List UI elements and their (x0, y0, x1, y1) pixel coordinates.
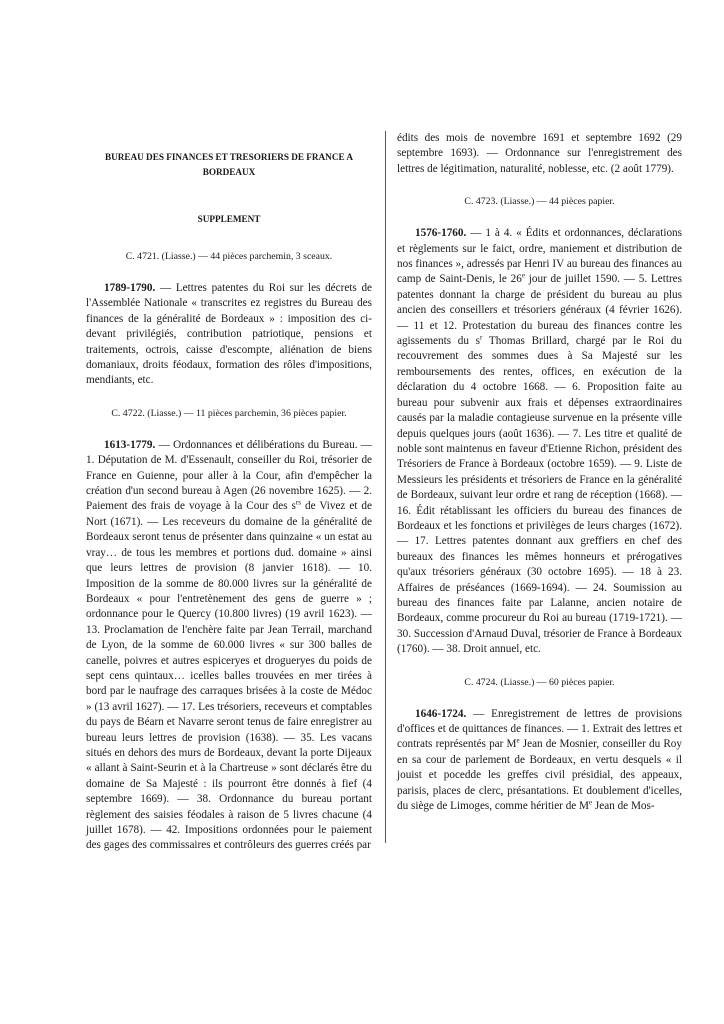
entry-c4723 (397, 226, 682, 657)
cote-c4722: C. 4722. (Liasse.) — 11 pièces parchemin, 36 pièces papier. (111, 407, 347, 419)
entry-text: — Enregistrement de lettres de provisions d'offices et de quittances de finances. — 1. Extrait des lettres et contrats représentés par Me Jean de Mosnier, conseiller du Roy en sa cour de parlement de Bordeaux, en vertu desquels « il jouist et pocedde les greffes civil présidial, des appeaux, parisis, places de clerc, présantations. Et doublement d'icelles, du siège de Limoges, comme héritier de Me Jean de Mos- (397, 707, 682, 813)
entry-date: 1789-1790. (104, 282, 156, 294)
entry-text: édits des mois de novembre 1691 et septembre 1692 (29 septembre 1693). — Ordonnance sur l'enregistrement des lettres de légitimation, naturalité, noblesse, etc. (2 août 1779). (397, 132, 682, 175)
cote-c4724: C. 4724. (Liasse.) — 60 pièces papier. (464, 676, 615, 688)
entry-date: 1576-1760. (415, 227, 467, 240)
entry-c4722-continued (397, 131, 682, 177)
entry-date: 1646-1724. (415, 707, 467, 720)
left-column (86, 150, 372, 872)
right-column (397, 131, 682, 832)
entry-c4724 (397, 707, 682, 815)
entry-c4722 (86, 438, 372, 854)
entry-text: — 1 à 4. « Édits et ordonnances, déclarations et règlements sur le faict, ordre, maniement et distribution de nos finances », adressés par Henri IV au bureau des finances au camp de Saint-Denis, le 26e jour de juillet 1590. — 5. Lettres patentes donnant la charge de président du bureau au plus ancien des conseillers et trésoriers généraux (4 février 1626). — 11 et 12. Protestation du bureau des finances contre les agissements du $s^r$ Thomas Brillard, chargé par le Roi du recouvrement des sommes dues à Sa Majesté sur les remboursements des rentes, offices, en exécution de la déclaration du 4 octobre 1668. — 6. Proposition faite au bureau pour subvenir aux frais et dépenses extraordinaires causés par la maladie contagieuse survenue en la présente ville depuis quelques jours (août 1636). — 7. Les titre et qualité de noble sont maintenus en faveur d'Etienne Richon, président des Trésoriers de France à Bordeaux (octobre 1659). — 9. Liste de Messieurs les présidents et trésoriers de France en la généralité de Bordeaux, suivant leur ordre et rang de réception (1668). — 16. Édit rétablissant les officiers du bureau des finances de Bordeaux et les fonctions et privilèges de leurs charges (1672). — 17. Lettres patentes donnant aux greffiers en chef des bureaux des finances les mêmes honneurs et prérogatives qu'aux trésoriers généraux (30 octobre 1695). — 18 à 23. Affaires de préséances (1669-1694). — 24. Soumission au bureau des finances faite par Lalanne, ancien notaire de Bordeaux, comme procureur du Roi au bureau (1719-1721). — 30. Succession d'Arnaud Duval, trésorier de France à Bordeaux (1760). — 38. Droit annuel, etc. (397, 227, 682, 656)
entry-text: — Ordonnances et délibérations du Bureau. — 1. Députation de M. d'Essenault, conseiller du Roi, trésorier de France en Guienne, pour aller à la Cour, afin d'empêcher la création d'un second bureau à Agen (26 novembre 1625). — 2. Paiement des frais de voyage à la Cour des $s^{rs}$ de Vivez et de Nort (1671). — Les receveurs du domaine de la généralité de Bordeaux seront tenus de présenter dans quinzaine « un estat au vray… de tous les membres et portions dud. domaine » ainsi que leurs lettres de provision (8 janvier 1618). — 10. Imposition de la somme de 80.000 livres sur la généralité de Bordeaux « pour l'entretènement des gens de guerre » ; ordonnance pour le Quercy (10.800 livres) (19 avril 1623). — 13. Proclamation de l'enchère faite par Jean Terrail, marchand de Lyon, de la somme de 60.000 livres « sur 300 balles de canelle, poivres et autres espiceryes et drogueryes du poids de sept cens quintaux… icelles balles trouvées en mer tirées à bord par le naufrage des carraques brisées à la coste de Médoc » (13 avril 1627). — 17. Les trésoriers, receveurs et comptables du pays de Béarn et Navarre seront tenus de faire enregistrer au bureau leurs lettres de provision (1638). — 35. Les vacans situés en dehors des murs de Bordeaux, devant la porte Dijeaux « allant à Saint-Seurin et à la Chartreuse » sont déclarés être du domaine de Sa Majesté : ils pourront être donnés à fief (4 septembre 1669). — 38. Ordonnance du bureau portant règlement des saisies féodales à raison de 5 livres chacune (4 juillet 1678). — 42. Impositions ordonnées pour le paiement des gages des commissaires et contrôleurs des guerres créés par (86, 438, 372, 852)
entry-text: — Lettres patentes du Roi sur les décrets de l'Assemblée Nationale « transcrites ez registres du Bureau des finances de la généralité de Bordeaux » : imposition des ci-devant privilégiés, contribution patriotique, pensions et traitements, octrois, caisse d'escompte, aliénation de biens domaniaux, droits féodaux, formation des rôles d'impositions, mendiants, etc. (86, 282, 372, 387)
cote-c4723: C. 4723. (Liasse.) — 44 pièces papier. (464, 196, 615, 208)
column-divider (385, 131, 386, 843)
entry-c4721 (86, 281, 372, 389)
section-title: BUREAU DES FINANCES ET TRESORIERS DE FRANCE A BORDEAUX (104, 152, 354, 177)
cote-c4721: C. 4721. (Liasse.) — 44 pièces parchemin, 3 sceaux. (125, 251, 333, 262)
entry-date: 1613-1779. (104, 438, 156, 451)
section-subtitle: SUPPLEMENT (197, 214, 261, 224)
